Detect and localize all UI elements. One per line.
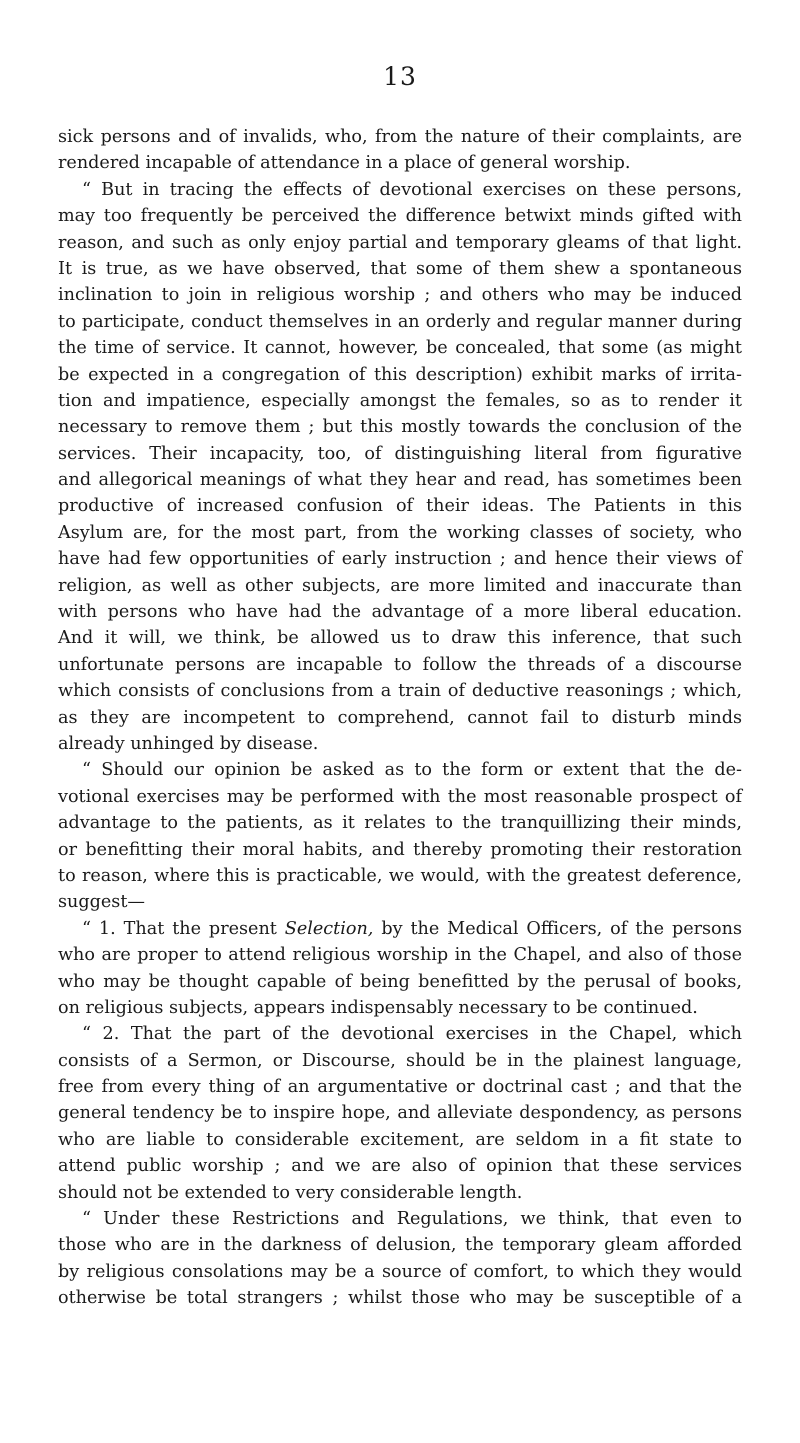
text-line: inclination to join in religious worship ; and others who may be induced xyxy=(58,285,742,306)
text-line: by religious consolations may be a source of comfort, to which they would xyxy=(58,1261,742,1282)
text-line: religion, as well as other subjects, are more limited and inaccurate than xyxy=(58,575,742,596)
text-line: “ Should our opinion be asked as to the form or extent that the de- xyxy=(82,760,742,781)
text-line: who may be thought capable of being benefitted by the perusal of books, xyxy=(58,971,742,992)
text-line: to participate, conduct themselves in an orderly and regular manner during xyxy=(58,311,742,332)
text-line: rendered incapable of attendance in a place of general worship. xyxy=(58,153,631,174)
text-line: and allegorical meanings of what they hear and read, has sometimes been xyxy=(58,470,742,491)
text-line: general tendency be to inspire hope, and alleviate despondency, as persons xyxy=(58,1103,742,1124)
text-line: necessary to remove them ; but this mostly towards the conclusion of the xyxy=(58,417,742,438)
text-line: on religious subjects, appears indispensably necessary to be continued. xyxy=(58,997,698,1018)
text-line: the time of service. It cannot, however, be concealed, that some (as might xyxy=(58,338,742,359)
text-line: attend public worship ; and we are also of opinion that these services xyxy=(58,1156,742,1177)
text-line: Asylum are, for the most part, from the working classes of society, who xyxy=(58,522,742,543)
body-text xyxy=(58,124,742,1312)
text-segment: “ 1. That the present xyxy=(82,918,277,939)
text-line: be expected in a congregation of this description) exhibit marks of irrita- xyxy=(58,364,742,385)
text-line: services. Their incapacity, too, of distinguishing literal from figurative xyxy=(58,443,742,464)
text-line: suggest— xyxy=(58,892,145,913)
text-line: otherwise be total strangers ; whilst those who may be susceptible of a xyxy=(58,1288,742,1309)
text-line: free from every thing of an argumentative or doctrinal cast ; and that the xyxy=(58,1077,742,1098)
text-line xyxy=(58,916,742,942)
text-line: already unhinged by disease. xyxy=(58,733,319,754)
text-line: who are liable to considerable excitement, are seldom in a fit state to xyxy=(58,1129,742,1150)
text-line: have had few opportunities of early instruction ; and hence their views of xyxy=(58,549,742,570)
text-line: “ But in tracing the effects of devotional exercises on these persons, xyxy=(82,179,742,200)
text-segment: by the Medical Officers, of the persons xyxy=(381,918,743,939)
text-line: sick persons and of invalids, who, from the nature of their complaints, are xyxy=(58,127,742,147)
text-line: “ 2. That the part of the devotional exercises in the Chapel, which xyxy=(82,1024,742,1045)
text-line: as they are incompetent to comprehend, cannot fail to disturb minds xyxy=(58,707,742,728)
text-line: reason, and such as only enjoy partial and temporary gleams of that light. xyxy=(58,232,742,253)
text-line: to reason, where this is practicable, we would, with the greatest deference, xyxy=(58,865,742,886)
text-line: And it will, we think, be allowed us to draw this inference, that such xyxy=(58,628,742,649)
text-line: consists of a Sermon, or Discourse, should be in the plainest language, xyxy=(58,1050,742,1071)
text-line: advantage to the patients, as it relates to the tranquillizing their minds, xyxy=(58,813,742,834)
text-line: should not be extended to very considerable length. xyxy=(58,1182,523,1203)
page-number: 13 xyxy=(383,62,417,91)
text-line: or benefitting their moral habits, and thereby promoting their restoration xyxy=(58,839,742,860)
text-line: with persons who have had the advantage of a more liberal education. xyxy=(58,602,742,623)
text-line: “ Under these Restrictions and Regulations, we think, that even to xyxy=(82,1209,742,1230)
text-line: tion and impatience, especially amongst the females, so as to render it xyxy=(58,390,742,411)
text-line: votional exercises may be performed with the most reasonable prospect of xyxy=(58,786,742,807)
text-line: productive of increased confusion of their ideas. The Patients in this xyxy=(58,496,742,517)
text-line: who are proper to attend religious worship in the Chapel, and also of those xyxy=(58,945,742,966)
italic-selection: Selection, xyxy=(284,918,374,939)
text-line: unfortunate persons are incapable to follow the threads of a discourse xyxy=(58,654,742,675)
text-line: It is true, as we have observed, that some of them shew a spontaneous xyxy=(58,258,742,279)
text-line: may too frequently be perceived the difference betwixt minds gifted with xyxy=(58,206,742,227)
text-line: those who are in the darkness of delusion, the temporary gleam afforded xyxy=(58,1235,742,1256)
text-line: which consists of conclusions from a train of deductive reasonings ; which, xyxy=(58,681,742,702)
